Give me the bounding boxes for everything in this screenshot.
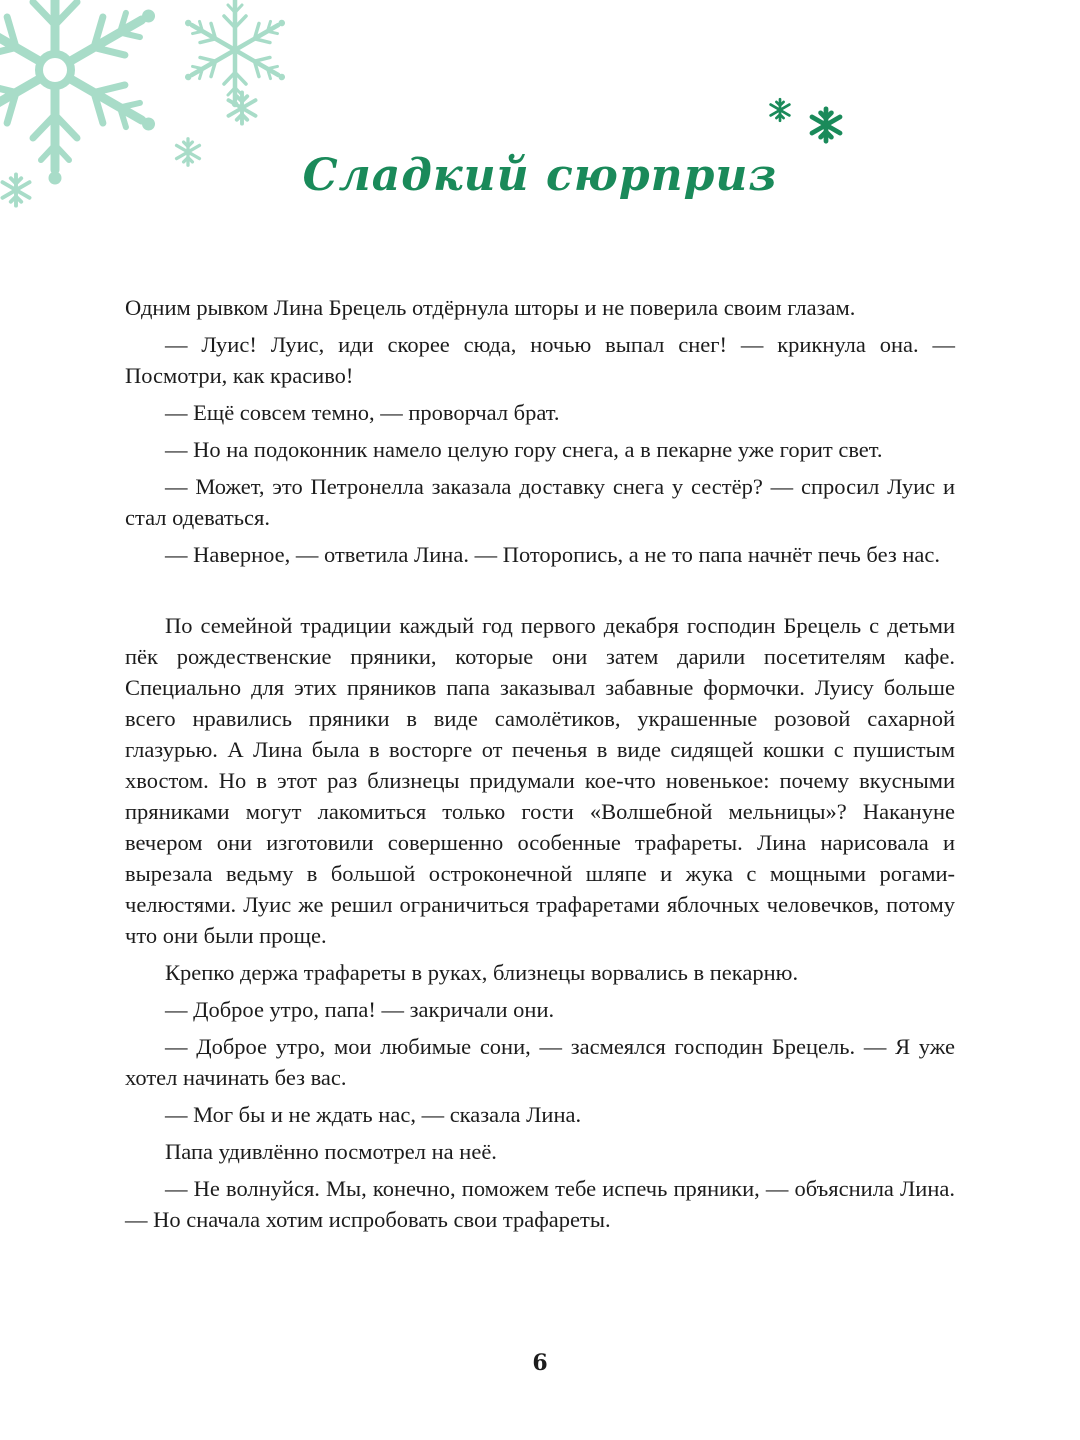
paragraph: — Ещё совсем темно, — проворчал брат. [165,400,560,425]
paragraph: — Мог бы и не ждать нас, — сказала Лина. [165,1102,582,1127]
paragraph: Папа удивлённо посмотрел на неё. [165,1139,497,1164]
snowflake-decoration [0,0,1080,260]
snowflake-medium-icon [180,0,290,107]
paragraph: — Не волнуйся. Мы, конечно, поможем тебе испечь пряники, — объяснила Лина. — Но сначала хотим испробовать свои трафареты. [125,1176,955,1232]
paragraph: — Может, это Петронелла заказала доставку снега у сестёр? — спросил Луис и стал одеваться. [125,474,955,530]
paragraph: — Доброе утро, мои любимые сони, — засмеялся господин Брецель. — Я уже хотел начинать без вас. [125,1034,955,1090]
paragraph: — Но на подоконник намело целую гору снега, а в пекарне уже горит свет. [165,437,883,462]
snowflake-small-icon [812,109,840,141]
paragraph: Крепко держа трафареты в руках, близнецы ворвались в пекарню. [165,960,799,985]
snowflake-small-icon [771,99,790,121]
paragraph: По семейной традиции каждый год первого декабря господин Брецель с детьми пёк рождественские пряники, которые они затем дарили посетителям кафе. Специально для этих пряников папа заказывал забавные формочки. Луису больше всего нравились пряники в виде самолётиков, украшенные розовой сахарной глазурью. А Лина была в восторге от печенья в виде сидящей кошки с пушистым хвостом. Но в этот раз близнецы придумали кое-что новенькое: почему вкусными пряниками могут лакомиться только гости «Волшебной мельницы»? Накануне вечером они изготовили совершенно особенные трафареты. Лина нарисовала и вырезала ведьму в большой остроконечной шляпе и жука с мощными рогами-челюстями. Луис же решил ограничиться трафаретами яблочных человечков, потому что они были проще. [125,613,955,948]
paragraph: — Луис! Луис, иди скорее сюда, ночью выпал снег! — крикнула она. — Посмотри, как красиво! [125,332,955,388]
paragraph: — Наверное, — ответила Лина. — Поторопись, а не то папа начнёт печь без нас. [165,542,940,567]
snowflake-small-icon [228,92,255,123]
paragraph: Одним рывком Лина Брецель отдёрнула шторы и не поверила своим глазам. [125,295,856,320]
chapter-title: Сладкий сюрприз [302,150,778,201]
page-number: 6 [532,1350,548,1376]
chapter-text [125,292,955,1241]
paragraph: — Доброе утро, папа! — закричали они. [165,997,555,1022]
